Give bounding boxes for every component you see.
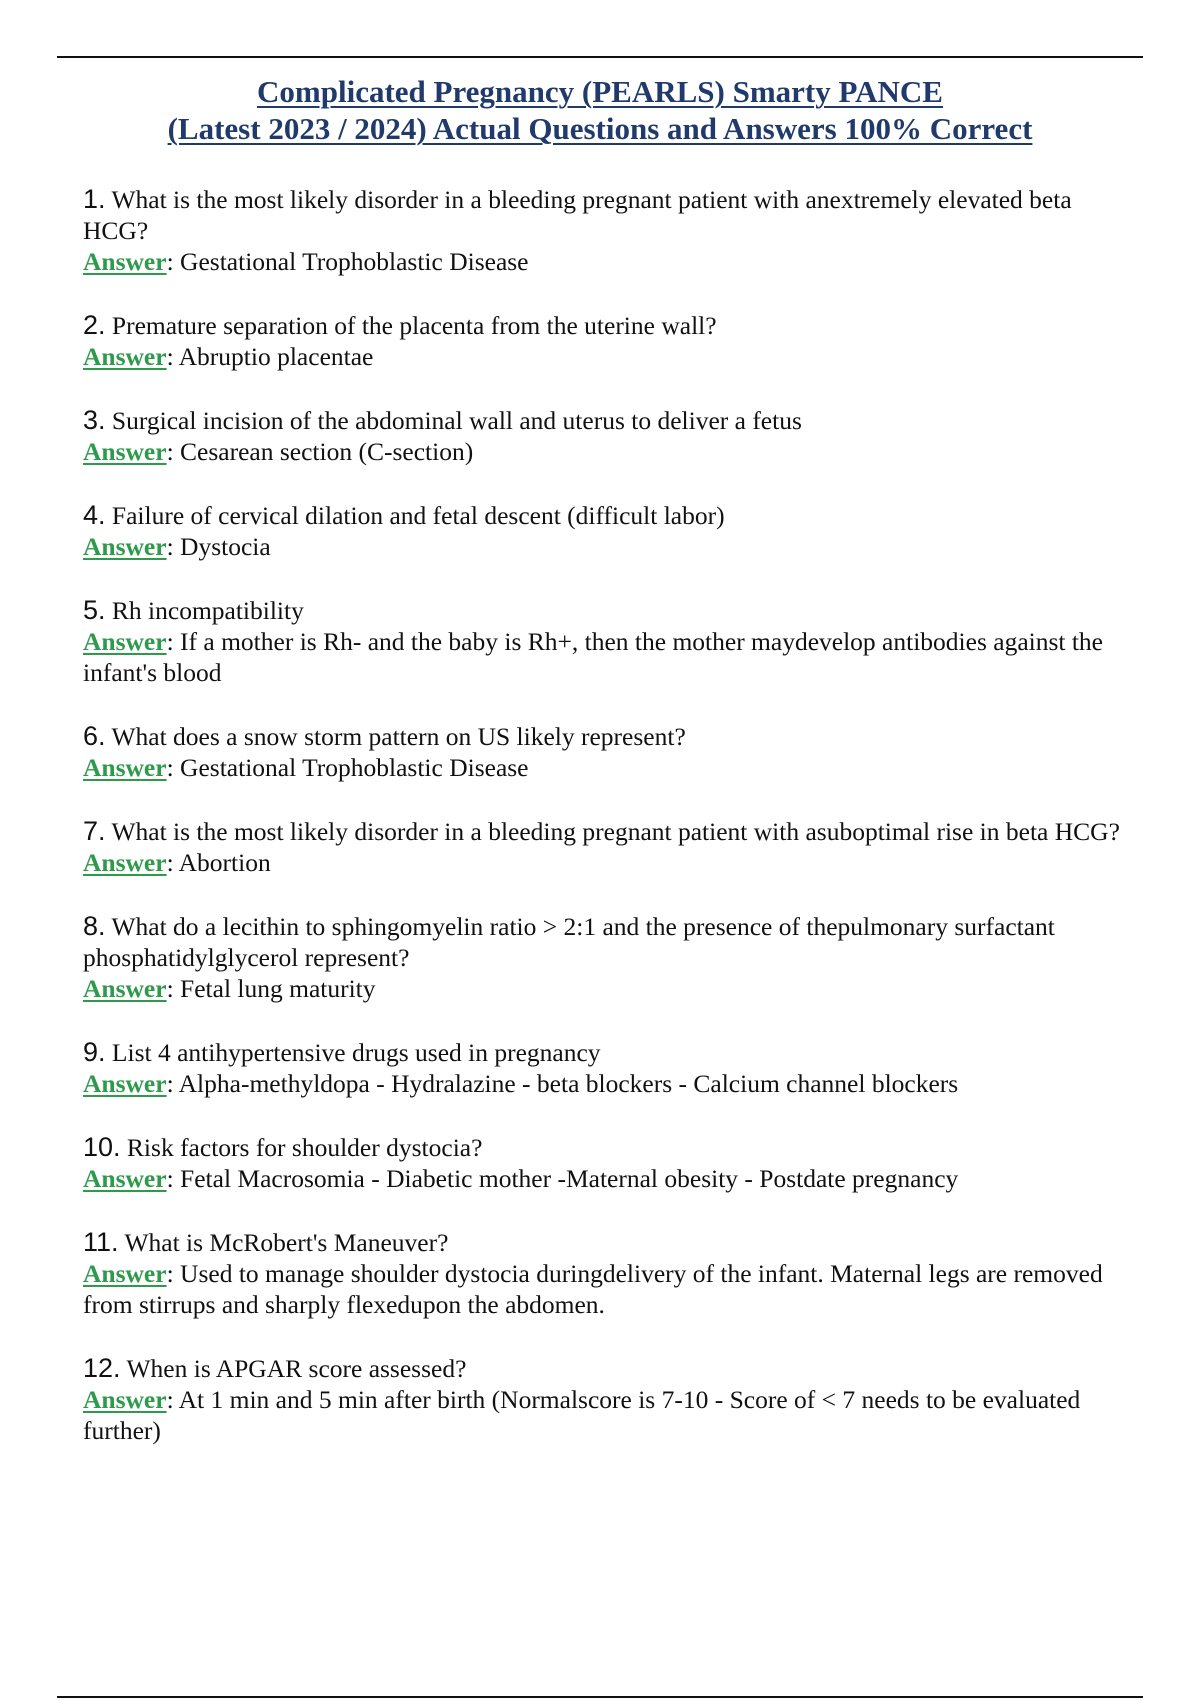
title-line-2: (Latest 2023 / 2024) Actual Questions and Answers 100% Correct: [167, 111, 1033, 146]
answer-label: Answer: [83, 974, 167, 1003]
answer: Answer: Fetal Macrosomia - Diabetic mother -Maternal obesity - Postdate pregnancy: [83, 1164, 959, 1193]
answer-text: Fetal lung maturity: [180, 974, 376, 1003]
answer-text: Gestational Trophoblastic Disease: [180, 247, 529, 276]
question: [83, 310, 1133, 341]
answer-label: Answer: [83, 1069, 167, 1098]
question: [83, 1037, 1133, 1068]
question-text: List 4 antihypertensive drugs used in pregnancy: [111, 1038, 601, 1067]
qa-item-10: [83, 1132, 1133, 1194]
answer-text: Abruptio placentae: [178, 342, 374, 371]
question-number: 7.: [83, 816, 106, 846]
question-text: Risk factors for shoulder dystocia?: [126, 1133, 483, 1162]
answer: Answer: At 1 min and 5 min after birth (Normalscore is 7-10 - Score of < 7 needs to be evaluated further): [83, 1385, 1081, 1445]
answer-label: Answer: [83, 1164, 167, 1193]
question: [83, 500, 1133, 531]
answer: Answer: Dystocia: [83, 532, 271, 561]
answer-text: If a mother is Rh- and the baby is Rh+, then the mother maydevelop antibodies against the infant's blood: [83, 627, 1104, 687]
answer: Answer: Used to manage shoulder dystocia duringdelivery of the infant. Maternal legs are removed from stirrups and sharply flexedupon the abdomen.: [83, 1259, 1103, 1319]
question-number: 11.: [83, 1227, 119, 1257]
answer-text: At 1 min and 5 min after birth (Normalscore is 7-10 - Score of < 7 needs to be evaluated further): [83, 1385, 1081, 1445]
answer: Answer: Alpha-methyldopa - Hydralazine - beta blockers - Calcium channel blockers: [83, 1069, 959, 1098]
qa-item-2: [83, 310, 1133, 372]
question: [83, 184, 1133, 246]
question-number: 9.: [83, 1037, 106, 1067]
document-title: [57, 73, 1143, 147]
question-text: Failure of cervical dilation and fetal descent (difficult labor): [111, 501, 725, 530]
qa-item-11: [83, 1227, 1133, 1320]
question: [83, 405, 1133, 436]
answer: Answer: Abruptio placentae: [83, 342, 374, 371]
question-text: What is the most likely disorder in a bleeding pregnant patient with anextremely elevated beta HCG?: [83, 185, 1072, 245]
answer-text: Fetal Macrosomia - Diabetic mother -Maternal obesity - Postdate pregnancy: [180, 1164, 959, 1193]
question-text: Rh incompatibility: [111, 596, 304, 625]
answer: Answer: Cesarean section (C-section): [83, 437, 474, 466]
qa-item-3: [83, 405, 1133, 467]
answer-text: Dystocia: [180, 532, 271, 561]
question-number: 8.: [83, 911, 106, 941]
answer: Answer: Gestational Trophoblastic Disease: [83, 247, 529, 276]
question-number: 10.: [83, 1132, 121, 1162]
question: [83, 816, 1133, 847]
question-number: 3.: [83, 405, 106, 435]
answer-label: Answer: [83, 627, 167, 656]
answer-label: Answer: [83, 532, 167, 561]
qa-item-8: [83, 911, 1133, 1004]
answer: Answer: Fetal lung maturity: [83, 974, 376, 1003]
question-text: What does a snow storm pattern on US likely represent?: [111, 722, 686, 751]
answer: Answer: Gestational Trophoblastic Disease: [83, 753, 529, 782]
answer-text: Abortion: [178, 848, 271, 877]
answer-label: Answer: [83, 437, 167, 466]
question-number: 5.: [83, 595, 106, 625]
question: [83, 595, 1133, 626]
question-number: 4.: [83, 500, 106, 530]
answer-text: Cesarean section (C-section): [180, 437, 474, 466]
bottom-rule: [57, 1696, 1143, 1698]
qa-item-6: [83, 721, 1133, 783]
question: [83, 911, 1133, 973]
question-text: Surgical incision of the abdominal wall and uterus to deliver a fetus: [111, 406, 802, 435]
answer-label: Answer: [83, 247, 167, 276]
answer: Answer: If a mother is Rh- and the baby is Rh+, then the mother maydevelop antibodies against the infant's blood: [83, 627, 1104, 687]
question-number: 2.: [83, 310, 106, 340]
title-line-1: Complicated Pregnancy (PEARLS) Smarty PANCE: [257, 74, 943, 109]
qa-list: [83, 184, 1133, 1446]
question: [83, 1227, 1133, 1258]
question-text: Premature separation of the placenta from the uterine wall?: [111, 311, 717, 340]
question-number: 6.: [83, 721, 106, 751]
answer-text: Used to manage shoulder dystocia duringdelivery of the infant. Maternal legs are removed from stirrups and sharply flexedupon the abdomen.: [83, 1259, 1103, 1319]
qa-item-5: [83, 595, 1133, 688]
question: [83, 1132, 1133, 1163]
answer-label: Answer: [83, 753, 167, 782]
qa-item-9: [83, 1037, 1133, 1099]
answer-label: Answer: [83, 1259, 167, 1288]
qa-item-7: [83, 816, 1133, 878]
answer-text: Gestational Trophoblastic Disease: [180, 753, 529, 782]
answer-label: Answer: [83, 342, 167, 371]
top-rule: [57, 56, 1143, 58]
question-text: When is APGAR score assessed?: [126, 1354, 467, 1383]
answer-label: Answer: [83, 848, 167, 877]
qa-item-12: [83, 1353, 1133, 1446]
qa-item-1: [83, 184, 1133, 277]
question-number: 1.: [83, 184, 106, 214]
question-text: What do a lecithin to sphingomyelin ratio > 2:1 and the presence of thepulmonary surfactant phosphatidylglycerol represent?: [83, 912, 1055, 972]
answer: Answer: Abortion: [83, 848, 271, 877]
question: [83, 721, 1133, 752]
answer-label: Answer: [83, 1385, 167, 1414]
question-number: 12.: [83, 1353, 121, 1383]
answer-text: Alpha-methyldopa - Hydralazine - beta blockers - Calcium channel blockers: [178, 1069, 959, 1098]
question: [83, 1353, 1133, 1384]
question-text: What is the most likely disorder in a bleeding pregnant patient with asuboptimal rise in beta HCG?: [111, 817, 1120, 846]
question-text: What is McRobert's Maneuver?: [124, 1228, 449, 1257]
qa-item-4: [83, 500, 1133, 562]
